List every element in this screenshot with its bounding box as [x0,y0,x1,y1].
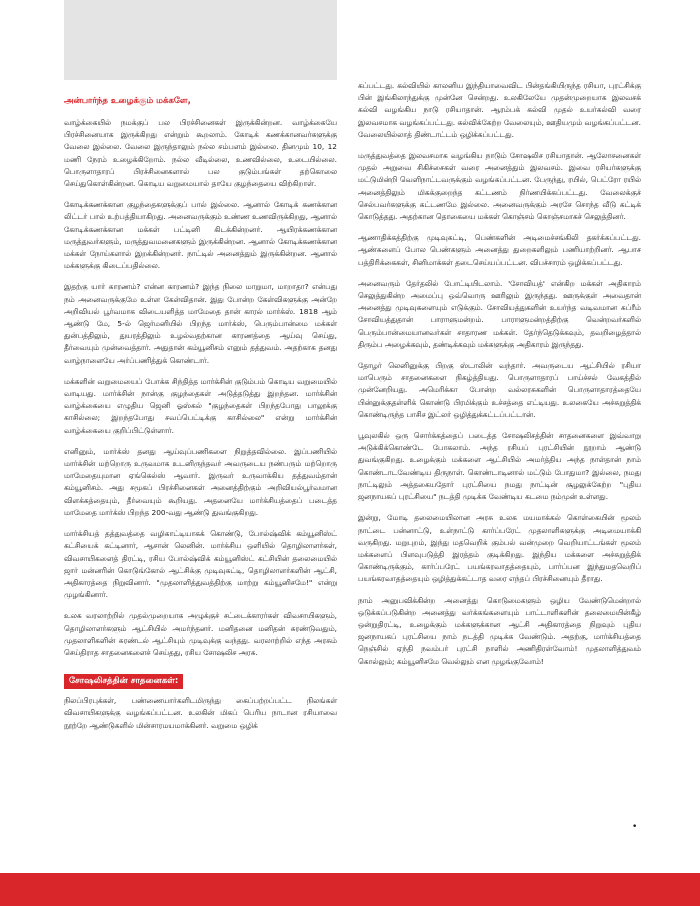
paragraph: கப்பட்டது. கல்வியில் காலனிய இந்தியாவைவிட பின்தங்கியிருந்த ரசியா, புரட்சிக்கு பின் இங்கிலாந்துக்கு முன்னே சென்றது. உலகிலேயே முதன்முறையாக இலவசக் கல்வி வழங்கிய நாடு ரசியாதான். ஆரம்பக் கல்வி முதல் உயர்கல்வி வரை இலவசமாக வழங்கப்பட்டது. கல்விக்கேற்ற வேலையும், ஊதியமும் வழங்கப்பட்டன. வேலையில்லாத் திண்டாட்டம் ஒழிக்கப்பட்டது. [358,81,641,139]
paragraph: மருத்துவத்தை இலவசமாக வழங்கிய நாடும் சோஷலிச ரசியாதான். ஆலோசனைகள் முதல் அறுவை சிகிச்சைகள் வரை அனைத்தும் இலவசம். இவை ரசியர்களுக்கு மட்டுமின்றி வெளிநாட்டவருக்கும் வழங்கப்பட்டன. பேருந்து, ரயில், பெட்ரோ ரயில் அனைத்திலும் மிகக்குறைந்த கட்டணம் நிர்ணயிக்கப்பட்டது. வேலைக்குச் செல்பவர்களுக்கு கட்டணமே இல்லை. அனைவருக்கும் அரசே சொந்த வீடு கட்டிக் கொடுத்தது. அதற்கான தொகையை மக்கள் கொஞ்சம் கொஞ்சமாகச் செலுத்தினர். [358,151,641,222]
end-marker: • [632,822,638,832]
salutation: அன்பார்ந்த உழைக்கும் மக்களே, [64,96,191,106]
left-column [64,96,337,741]
paragraph: தோழர் லெனினுக்கு பிறகு ஸ்டாலின் வந்தார். அவருடைய ஆட்சியில் ரசியா மாபெரும் சாதனைகளை நிகழ்த்தியது. பொருளாதாரப் பாய்ச்சல் வேகத்தில் முன்னேறியது. அமெரிக்கா போன்ற வல்லரசுகளின் பொருளாதாரத்தையே பின்னுக்குதள்ளிக் கொண்டு பிரமிக்கும் உச்சத்தை எட்டியது. உலகையே அச்சுறுத்திக் கொண்டிருந்த பாசிச இட்லர் ஒழித்துக்கட்டப்பட்டான். [358,361,641,419]
paragraph: நிலப்பிரபுக்கள், பண்ணையார்களிடமிருந்து கைப்பற்றப்பட்ட நிலங்கள் விவசாயிகளுக்கு வழங்கப்பட்டன. உலகின் மிகப் பெரிய நாடான ரசியாவை நூற்றே ஆண்டுகளில் மின்சாரமயமாக்கினர். வறுமை ஒழிக் [64,696,337,730]
paragraph: கோடிக்கணக்கான குழந்தைகளுக்குப் பால் இல்லை. ஆனால் கோடிக் கணக்கான லிட்டர் பால் உற்பத்தியாகிறது. அனைவருக்கும் உண்ண உணவிருக்கிறது, ஆனால் கோடிக்கணக்கான மக்கள் பட்டினி கிடக்கின்றனர். ஆயிரக்கணக்கான மருத்துவர்களும், மருத்துவமனைகளும் இருக்கின்றன. ஆனால் கோடிக்கணக்கான மக்கள் நோய்களால் இறக்கின்றனர். நாட்டில் அனைத்தும் இருக்கின்றன. ஆனால் மக்களுக்கு கிடைப்பதில்லை. [64,200,337,271]
paragraph: பூவுலகில் ஒரு சொர்க்கத்தைப் படைத்த சோஷலிசத்தின் சாதனைகளை இவ்வாறு அடுக்கிக்கொண்டே போகலாம். அந்த ரசியப் புரட்சியின் நூறாம் ஆண்டு துவங்குகிறது. உழைக்கும் மக்களை ஆட்சியில் அமர்த்திய அந்த நாள்தான் நாம் கொண்டாடவேண்டிய திருநாள். கொண்டாடினால் மட்டும் போதுமா? இல்லை, நமது நாட்டிலும் அத்தகையதோர் புரட்சியை நமது நாட்டின் சூழலுக்கேற்ற "புதிய ஜனநாயகப் புரட்சியை" நடத்தி முடிக்க வேண்டிய கடமை நம்முன் உள்ளது. [358,431,641,502]
paragraph: எனினும், மார்க்ஸ் தனது ஆய்வுப்பணிகளை நிறுத்தவில்லை. இப்பணியில் மார்க்சின் மற்றொரு உருவமாக உடனிருந்தவர் அவருடைய நண்பரும் மற்றொரு மாமேதையுமான ஏங்கெல்ஸ் ஆவார். இருவர் உருவாக்கிய தத்துவம்தான் கம்யூனிசம். அது சமூகப் பிரச்சினைகள் அனைத்திற்கும் அறிவியல்பூர்வமான விளக்கத்தையும், தீர்வையும் கூறியது. அதனையே மார்க்சியத்தைப் படைத்த மாமேதை மார்க்ஸ் பிறந்த 200-வது ஆண்டு துவங்குகிறது. [64,446,337,517]
paragraph: அனைவரும் தேர்தலில் போட்டியிடலாம். 'சோவியத்' என்கிற மக்கள் அதிகாரம் செலுத்துகின்ற அமைப்பு ஒவ்வொரு ஊரிலும் இருந்தது. ஊருக்குள் அவைதான் அனைத்து முடிவுகளையும் எடுக்கும். சோவியத்துகளின் உயர்ந்த வடிவமான சுப்ரீம் சோவியத்துதான் பாராளுமன்றம். பாராளுமன்றத்திற்கு வென்றவர்களில் பெரும்பான்மையானவர்கள் சாதாரண மக்கள். தேர்ந்தெடுக்கவும், தவறிழைத்தால் திரும்ப அழைக்கவும், தண்டிக்கவும் மக்களுக்கு அதிகாரம் இருந்தது. [358,278,641,349]
paragraph: இன்று, மோடி தலைமையிலான அரசு உலக மயமாக்கல் கொள்கையின் மூலம் நாட்டை பன்னாட்டு, உள்நாட்டு கார்ப்பரேட் முதலாளிகளுக்கு அடிமையாக்கி வருகிறது. மறுபுறம், இந்து மதவெறிக் கும்பல் வன்முறை வெறியாட்டங்கள் மூலம் மக்களைப் பிளவுபடுத்தி இரத்தம் குடிக்கிறது. இந்திய மக்களை அச்சுறுத்திக் கொண்டிருக்கும், கார்ப்பரேட் பயங்கரவாதத்தையும், பார்ப்பன இந்துமதவெறிப் பயங்கரவாதத்தையும் ஒழித்துக்கட்டாத வரை எந்தப் பிரச்சினையும் தீராது. [358,513,641,584]
header-grey-block [64,0,337,80]
paragraph: ஆணாதிக்கத்திற்கு முடிவுகட்டி, பெண்களின் அடிமைச்சங்கிலி தகர்க்கப்பட்டது. ஆண்களைப் போல பெண்களும் அனைத்து துறைகளிலும் பணியாற்றினர். ஆபாச பத்திரிக்கைகள், சினிமாக்கள் தடைசெய்யப்பட்டன. விபச்சாரம் ஒழிக்கப்பட்டது. [358,233,641,267]
footer-red-band [0,873,700,906]
paragraph: உலக வரலாற்றில் முதல்முறையாக அழுக்குச் சட்டைக்காரர்கள் விவசாயிகளும், தொழிலாளர்களும் ஆட்சியில் அமர்ந்தனர். மனிதனை மனிதன் சுரண்டுவதும், முதலாளிகளின் சுரண்டல் ஆட்சியும் முடிவுக்கு வந்தது. வரலாற்றில் எந்த அரசும் செய்திராத சாதனைகளைச் செய்தது, ரசிய சோஷலிச அரசு. [64,611,337,657]
right-column [358,80,641,677]
paragraph: வாழ்க்கையில் நமக்குப் பல பிரச்சினைகள் இருக்கின்றன. வாழ்க்கையே பிரச்சினையாக இருக்கிறது என்றும் கூறலாம். கோடிக் கணக்கானவர்களுக்கு வேலை இல்லை. வேலை இருந்தாலும் நல்ல சம்பளம் இல்லை. தினமும் 10, 12 மணி நேரம் உழைக்கிறோம். நல்ல வீடில்லை, உணவில்லை, உடையில்லை. பொருளாதாரப் பிரச்சினைகளால் பல குடும்பங்கள் தற்கொலை செய்துகொள்கின்றன. கொடிய வறுமையால் தாயே குழந்தையை விற்கிறாள். [64,118,337,189]
paragraph: மார்க்சியத் தத்துவத்தை வழிகாட்டியாகக் கொண்டு, போல்ஷ்விக் கம்யூனிஸ்ட் கட்சியைக் கட்டினார், ஆசான் லெனின். மார்க்சிய ஒளியில் தொழிலாளர்கள், விவசாயிகளைத் திரட்டி, ரசிய போல்ஷ்விக் கம்யூனிஸ்ட் கட்சியின் தலைமையில் ஜார் மன்னரின் கொடுங்கோல் ஆட்சிக்கு முடிவுகட்டி, தொழிலாளர்களின் ஆட்சி, அதிகாரத்தை நிறுவினார். "முதலாளித்துவத்திற்கு மாற்று கம்யூனிசமே!" என்று முழங்கினார். [64,529,337,600]
paragraph: இதற்கு யார் காரணம்? என்ன காரணம்? இந்த நிலை மாறுமா, மாறாதா? என்பது நம் அனைவருக்குமே உள்ள கேள்விதான். இது போன்ற கேள்விகளுக்கு அன்றே அறிவியல் பூர்வமாக விடையளித்த மாமேதை தான் காரல் மார்க்ஸ். 1818 ஆம் ஆண்டு மே, 5-ல் ஜெர்மனியில் பிறந்த மார்க்ஸ், பெரும்பான்மை மக்கள் துன்பத்திலும், துயரத்திலும் உழல்வதற்கான காரணத்தை ஆய்வு செய்து, தீர்வையும் முன்வைத்தார். அதுதான் கம்யூனிசம் எனும் தத்துவம். அதற்காக தனது வாழ்நாளையே அர்ப்பணித்துக் கொண்டார். [64,282,337,365]
section-subheading: சோஷலிசத்தின் சாதனைகள்: [64,674,183,689]
paragraph: மக்களின் வறுமையைப் போக்க சிந்தித்த மார்க்சின் குடும்பம் கொடிய வறுமையில் வாடியது. மார்க்சின் நான்கு குழந்தைகள் அடுத்தடுத்து இறந்தன. மார்க்சின் வாழ்க்கையை எழுதிய ஜெனி ஓஸ்கல் "குழந்தைகள் பிறந்தபோது பாலூக்கு காசில்லை; இறந்தபோது சவப்பெட்டிக்கு காசில்லை" என்று மார்க்சின் வாழ்க்கையை குறிப்பிட்டுள்ளார். [64,376,337,435]
paragraph: நாம் அனுபவிக்கின்ற அனைத்து கொடுமைகளும் ஒழிய வேண்டுமென்றால் ஒடுக்கப்படுகின்ற அனைத்து வர்க்கங்களையும் பாட்டாளிகளின் தலைமையின்கீழ் ஒன்றுதிரட்டி, உழைக்கும் மக்களுக்கான ஆட்சி அதிகாரத்தை நிறுவும் புதிய ஜனநாயகப் புரட்சியை நாம் நடத்தி முடிக்க வேண்டும். அதற்கு, மார்க்சியத்தை நெஞ்சில் ஏந்தி நவம்பர் புரட்சி நாளில் அணிதிரள்வோம்! முதலாளித்துவம் கொல்லும்; கம்யூனிசமே வெல்லும் என முழங்குவோம்! [358,595,641,666]
